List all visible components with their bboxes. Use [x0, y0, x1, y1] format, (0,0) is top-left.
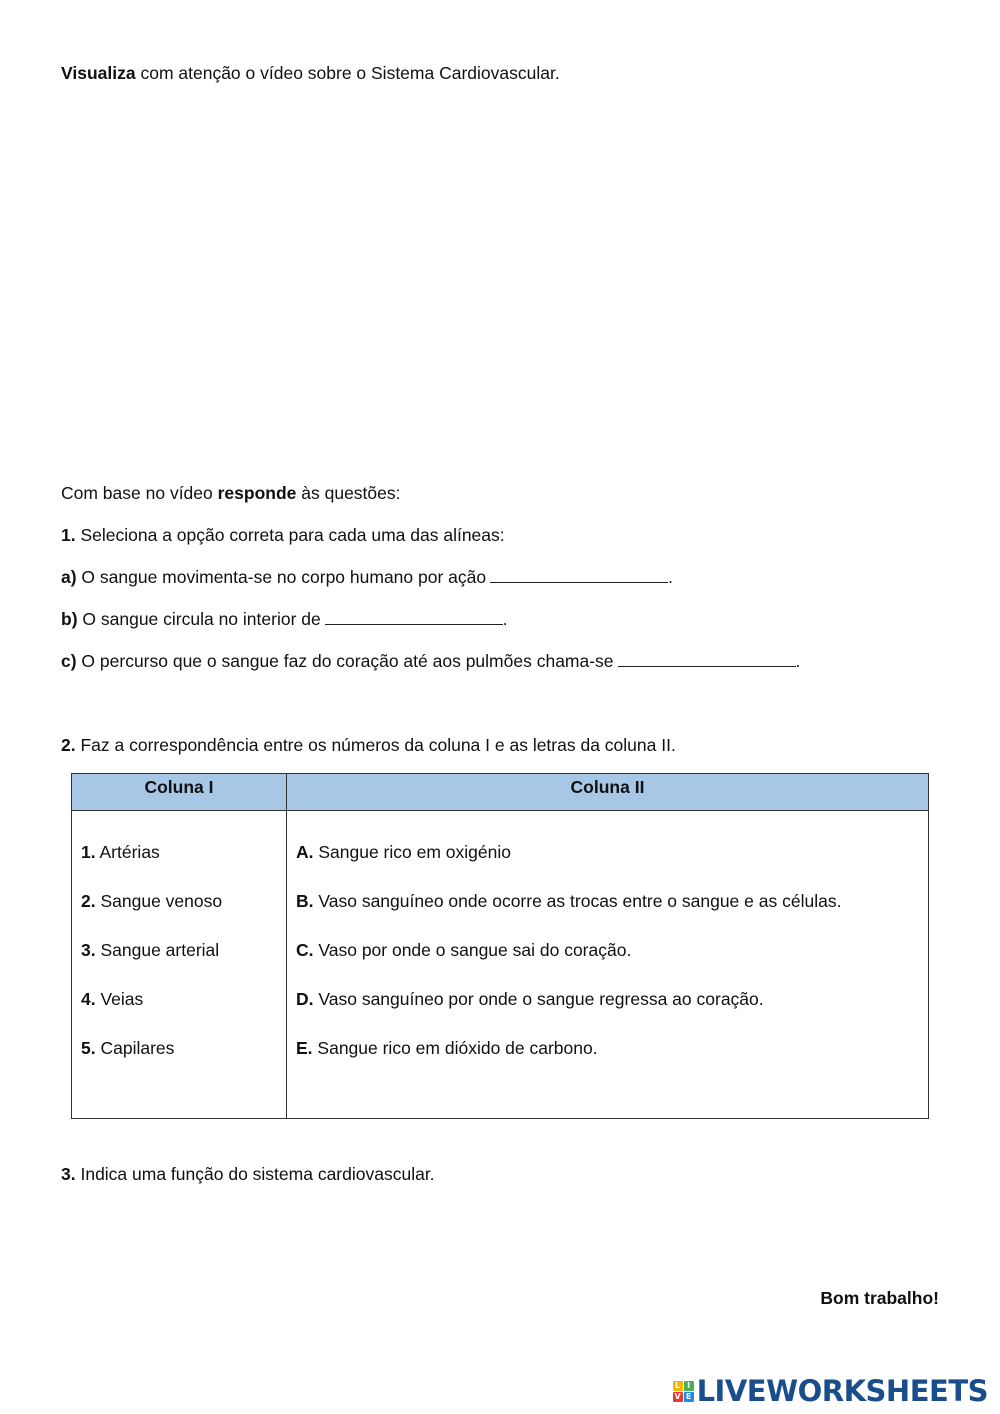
list-item: B. Vaso sanguíneo onde ocorre as trocas entre o sangue e as células.	[296, 891, 842, 911]
answer-blank-1b[interactable]	[325, 608, 503, 625]
logo-text: LIVEWORKSHEETS	[696, 1374, 988, 1408]
list-item: D. Vaso sanguíneo por onde o sangue regressa ao coração.	[296, 989, 764, 1009]
questions-intro: Com base no vídeo responde às questões:	[61, 483, 401, 503]
closing-text: Bom trabalho!	[820, 1288, 939, 1308]
answer-blank-1c[interactable]	[618, 650, 796, 667]
question-1b: b) O sangue circula no interior de .	[61, 609, 508, 629]
question-1-title: 1. Seleciona a opção correta para cada uma das alíneas:	[61, 525, 505, 545]
list-item: 4. Veias	[81, 989, 144, 1009]
list-item: C. Vaso por onde o sangue sai do coração.	[296, 940, 632, 960]
column-1-header: Coluna I	[72, 774, 287, 811]
column-2-list	[287, 811, 929, 1119]
logo-tile: V	[674, 1391, 681, 1401]
liveworksheets-logo-icon	[673, 1381, 694, 1402]
intro-bold: Visualiza	[61, 63, 136, 83]
list-item: A. Sangue rico em oxigénio	[296, 842, 511, 862]
intro-line	[61, 62, 560, 84]
question-2-title: 2. Faz a correspondência entre os números da coluna I e as letras da coluna II.	[61, 735, 676, 755]
list-item: 3. Sangue arterial	[81, 940, 220, 960]
column-2-header: Coluna II	[287, 774, 929, 811]
list-item: 5. Capilares	[81, 1038, 175, 1058]
logo-tile: I	[684, 1381, 694, 1391]
question-1a: a) O sangue movimenta-se no corpo humano por ação .	[61, 567, 673, 587]
intro-text: com atenção o vídeo sobre o Sistema Cardiovascular.	[135, 63, 560, 83]
matching-table	[71, 773, 929, 1119]
answer-blank-1a[interactable]	[490, 566, 668, 583]
column-1-list	[72, 811, 287, 1119]
liveworksheets-logo[interactable]	[673, 1374, 988, 1408]
question-1c: c) O percurso que o sangue faz do coração até aos pulmões chama-se .	[61, 651, 801, 671]
list-item: 1. Artérias	[81, 842, 160, 862]
logo-tile: L	[673, 1381, 683, 1391]
video-embed-area[interactable]	[61, 100, 939, 460]
list-item: E. Sangue rico em dióxido de carbono.	[296, 1038, 598, 1058]
list-item: 2. Sangue venoso	[81, 891, 223, 911]
logo-tile: E	[684, 1392, 694, 1402]
question-3-title: 3. Indica uma função do sistema cardiovascular.	[61, 1164, 435, 1184]
